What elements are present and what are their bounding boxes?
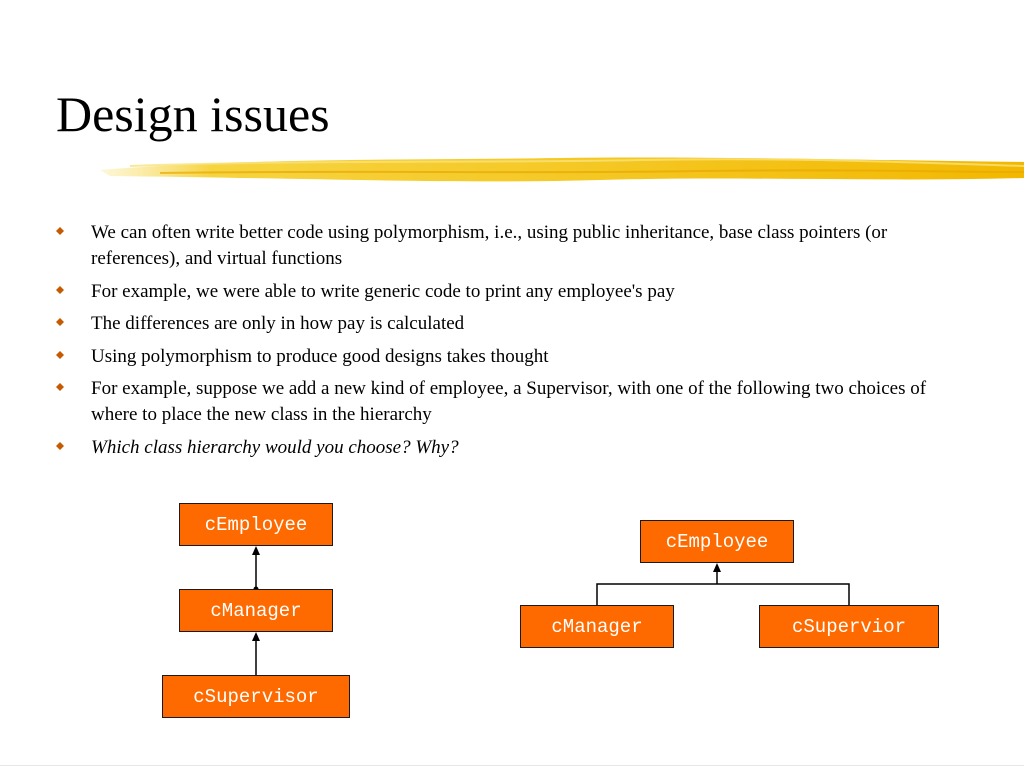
- bullet-text: Using polymorphism to produce good designs takes thought: [91, 345, 549, 367]
- bullet-text: For example, suppose we add a new kind of employee, a Supervisor, with one of the following two choices of where to place the new class in the hierarchy: [91, 378, 927, 425]
- arrow-head-icon: [252, 632, 260, 641]
- class-box-manager: cManager: [179, 589, 333, 632]
- slide-title: Design issues: [56, 86, 330, 142]
- class-box-supervisor: cSupervisor: [162, 675, 350, 718]
- inheritance-line: [597, 584, 849, 605]
- bullet-text: Which class hierarchy would you choose? Why?: [91, 436, 459, 458]
- bullet-text: We can often write better code using polymorphism, i.e., using public inheritance, base class pointers (or references), and virtual functions: [91, 222, 888, 269]
- bullet-text: The differences are only in how pay is calculated: [91, 313, 465, 334]
- arrow-head-icon: [713, 563, 721, 572]
- class-box-employee: cEmployee: [179, 503, 333, 546]
- footer-divider: [0, 765, 1024, 766]
- class-box-employee: cEmployee: [640, 520, 794, 563]
- arrow-head-icon: [252, 546, 260, 555]
- class-box-manager: cManager: [520, 605, 674, 648]
- bullet-text: For example, we were able to write generic code to print any employee's pay: [91, 280, 675, 302]
- class-box-supervisor: cSupervior: [759, 605, 939, 648]
